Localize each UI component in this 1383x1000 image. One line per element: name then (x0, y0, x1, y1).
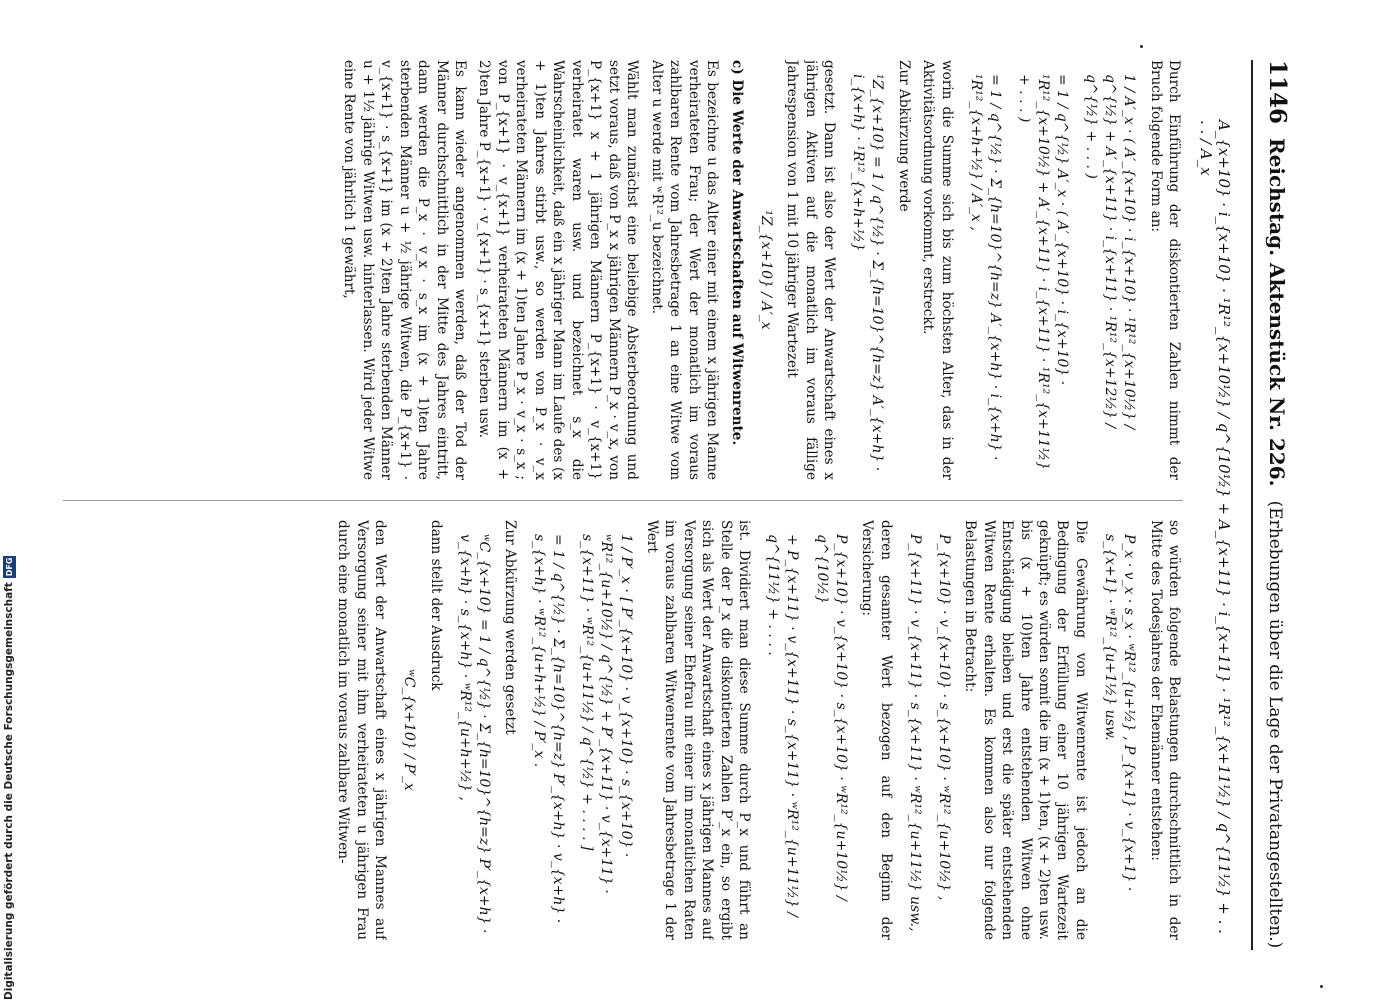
formula-right-6: 1 / P′_x · [ P′_{x+10} · v_{x+10} · s_{x+10} · ʷR¹²_{u+10½} / q^{½} + P′_{x+11} · v_{x+11} · s_{x+11} · ʷR¹²_{u+11½} / q^{½} + . . . . ] (579, 534, 634, 899)
left-column (53, 60, 1183, 480)
formula-left-4: ¹Z_{x+10} = 1 / q^{½} · Σ_{h=10}^{h=z} A′_{x+h} · i_{x+h} · ¹R¹²_{x+h+½} (850, 74, 886, 476)
page-number: 1146 (1264, 60, 1291, 125)
paragraph-right-4: ist. Dividiert man diese Summe durch P_x und führt an Stelle der P_x die diskontierten Zahlen P′_x ein, so ergibt sich als Wert der Anwartschaft eines x jährigen Mannes auf Versorgung seiner Ehefrau mit einer im monatlichen Raten im voraus zahlbaren Witwenrente vom Jahresbetrage 1 der Wert (644, 520, 753, 940)
formula-right-8: ʷC_{x+10} = 1 / q^{½} · Σ_{h=10}^{h=z} P′_{x+h} · v_{x+h} · s_{x+h} · ʷR¹²_{u+h+½} , (456, 534, 492, 938)
formula-left-2: = 1 / q^{½} A′_x · ( A′_{x+10} · i_{x+10} · ¹R¹²_{x+10½} + A′_{x+11} · i_{x+11} · ¹R¹²_{x+11½} + . . . ) (1015, 74, 1070, 475)
paragraph-right-7: den Wert der Anwartschaft eines x jährigen Mannes auf Versorgung seiner mit ihm verheirateten u jährigen Frau durch eine monatlich im voraus zahlbare Witwen- (335, 520, 389, 940)
formula-right-4: P_{x+10} · v_{x+10} · s_{x+10} · ʷR¹²_{u+10½} / q^{10½} (813, 534, 849, 906)
formula-right-7: = 1 / q^{½} · Σ_{h=10}^{h=z} P′_{x+h} · v_{x+h} · s_{x+h} · ʷR¹²_{u+h+½} / P′_x . (531, 534, 567, 928)
formula-right-2: P_{x+10} · v_{x+10} · s_{x+10} · ʷR¹²_{u+10½} , (935, 534, 952, 901)
formula-left-3: = 1 / q^{½} · Σ_{h=10}^{h=z} A′_{x+h} · i_{x+h} · ¹R¹²_{x+h+½} / A′_x , (967, 74, 1003, 465)
paragraph-left-5: Wählt man zunächst eine beliebige Absterbeordnung und setzt voraus, daß von P_x x jährigen Männern P_x · v_x, von P_{x+1} x + 1 jährigen Männern P_{x+1} · v_{x+1} verheiratet waren usw. und bezeichnet s_x die Wahrscheinlichkeit, daß ein x jähriger Mann im Laufe des (x + 1)ten Jahres stirbt usw., so werden von P_x · v_x verheirateten Männern im (x + 1)ten Jahre P_x · v_x · s_x ; von P_{x+1} · v_{x+1} verheirateten Männern im (x + 2)ten Jahre P_{x+1} · v_{x+1} · s_{x+1} sterben usw. (476, 60, 641, 480)
right-column (53, 520, 1183, 940)
paragraph-right-5: Zur Abkürzung werden gesetzt (502, 520, 519, 735)
scan-speck (1320, 985, 1323, 988)
paragraph-right-1: so würden folgende Belastungen durchschnittlich in der Mitte des Todesjahres der Ehemänner entstehen: (1147, 520, 1182, 940)
paragraph-left-1: worin die Summe sich bis zum höchsten Alter, das in der Aktivitätsordnung vorkommt, erstreckt. (920, 60, 955, 480)
paragraph-left-4: Es bezeichne u das Alter einer mit einem x jährigen Manne verheirateten Frau; der Wert der monatlich im voraus zahlbaren Rente vom Jahresbetrage 1 an eine Witwe vom Alter u werde mit ʷR¹²_u bezeichnet. (648, 60, 721, 480)
formula-right-5: + P_{x+11} · v_{x+11} · s_{x+11} · ʷR¹²_{u+11½} / q^{11½} + . . . . (765, 534, 801, 922)
paragraph-right-2: Die Gewährung von Witwenrente ist jedoch an die Bedingung der Erfüllung einer 10 jährigen Wartezeit geknüpft; es würden somit die im (x + 1)ten, (x + 2)ten usw. bis (x + 10)ten Jahre entstehenden Witwen ohne Entschädigung bleiben und erst die später entstehenden Witwen Rente erhalten. Es kommen also nur folgende Belastungen in Betracht: (962, 520, 1089, 940)
paragraph-left-2: Zur Abkürzung werde (895, 60, 912, 212)
formula-right-9: ʷC_{x+10} / P′_x (401, 669, 418, 791)
section-heading: c) Die Werte der Anwartschaften auf Witwenrente. (728, 60, 745, 446)
lead-paragraph: Durch Einführung der diskontierten Zahlen nimmt der Bruch folgende Form an: (1147, 60, 1182, 480)
formula-right-3: P_{x+11} · v_{x+11} · s_{x+11} · ʷR¹²_{u+11½} usw., (906, 534, 923, 932)
paragraph-left-6: Es kann wieder angenommen werden, daß der Tod der Männer durchschnittlich in der Mitte des Jahres eintritt, dann werden die P_x · v_x · s_x im (x + 1)ten Jahre sterbenden Männer u + ½ jährige Witwen, die P_{x+1} · v_{x+1} · s_{x+1} im (x + 2)ten Jahre sterbenden Männer u + 1½ jährige Witwen usw. hinterlassen. Wird jeder Witwe eine Rente von jährlich 1 gewährt, (341, 60, 468, 480)
paragraph-right-3: deren gesamter Wert bezogen auf den Beginn der Versicherung: (859, 520, 894, 940)
top-formula: A_{x+10} · i_{x+10} · ¹R¹²_{x+10½} / q^{10½} + A_{x+11} · i_{x+11} · ¹R¹²_{x+11½} / q^{11½} + . . . . / A_x (1197, 120, 1233, 934)
formula-right-1: P_x · v_x · s_x · ʷR¹²_{u+½} , P_{x+1} · v_{x+1} · s_{x+1} · ʷR¹²_{u+1½} usw. (1102, 534, 1138, 896)
digitization-credit (0, 557, 20, 1000)
formula-left-1: 1 / A′_x · ( A′_{x+10} · i_{x+10} · ¹R¹²_{x+10½} / q^{½} + A′_{x+11} · i_{x+11} · ¹R¹²_{x+12½} / q^{½} + . . . ) (1082, 74, 1138, 434)
paragraph-left-3: gesetzt. Dann ist also der Wert der Anwartschaft eines x jährigen Aktiven auf die monatlich im voraus fällige Jahrespension von 1 mit 10 jähriger Wartezeit (784, 60, 838, 480)
page-title: Reichstag. Aktenstück Nr. 226. (1265, 138, 1289, 487)
dfg-logo: DFG (4, 557, 14, 577)
column-divider (63, 500, 1183, 501)
formula-left-5: ¹Z_{x+10} / A′_x (757, 210, 774, 330)
digitization-credit-text: Digitalisierung gefördert durch die Deutsche Forschungsgemeinschaft (3, 582, 15, 1000)
scan-speck (1140, 45, 1143, 48)
page-header (1251, 60, 1291, 950)
paragraph-right-6: dann stellt der Ausdruck (427, 520, 444, 691)
page-subtitle: (Erhebungen über die Lage der Privatangestellten.) (1265, 500, 1285, 949)
